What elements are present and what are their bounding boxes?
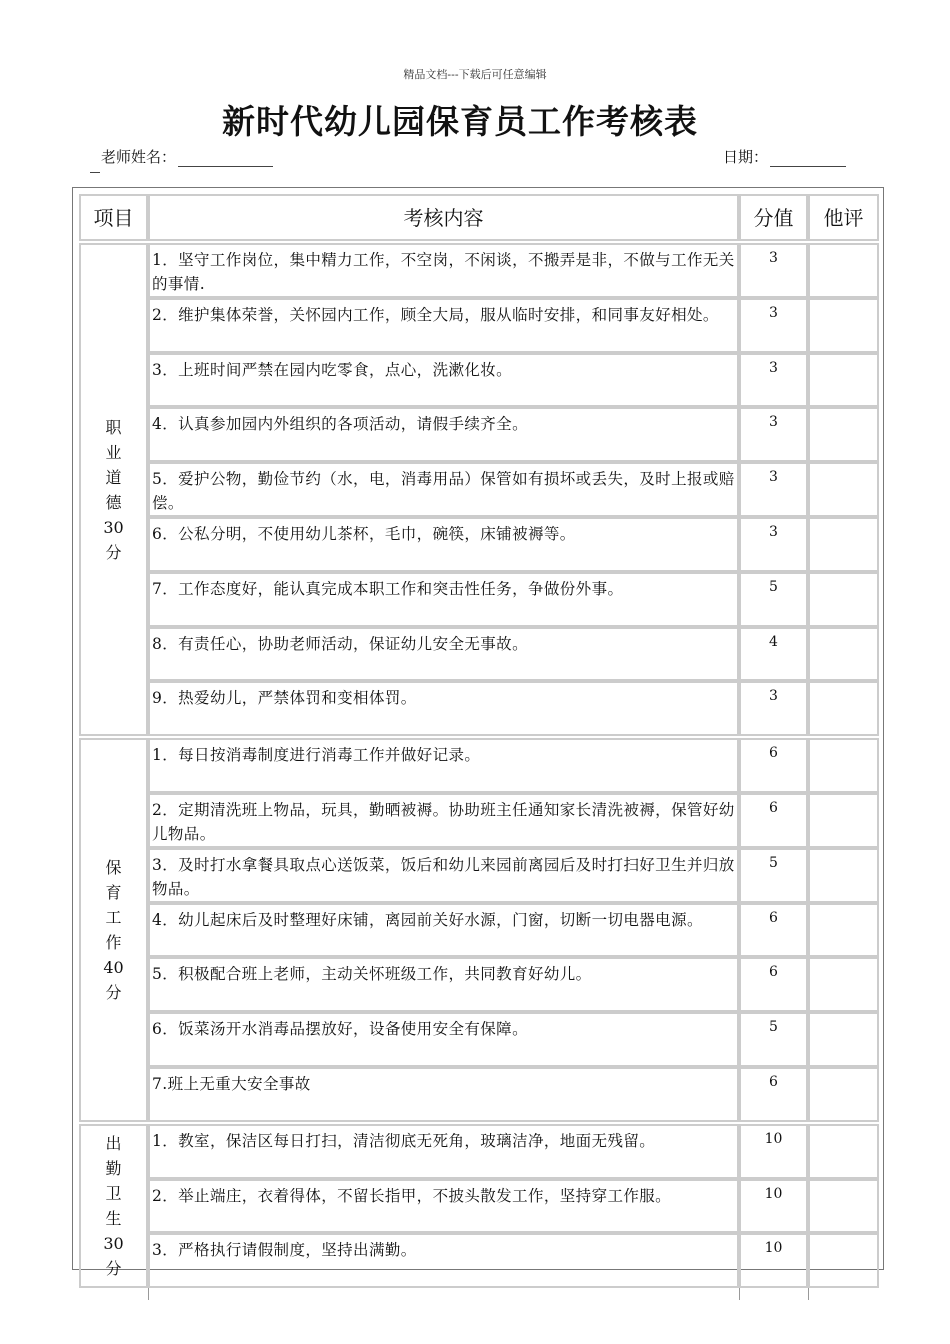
score-value: 3 [739,353,808,408]
peer-review-cell[interactable] [808,738,879,793]
header-score [739,194,808,241]
criterion-text: 3．上班时间严禁在园内吃零食，点心，洗漱化妆。 [148,353,739,408]
page-title: 新时代幼儿园保育员工作考核表 [222,102,698,141]
criterion-text: 2．举止端庄，衣着得体，不留长指甲，不披头散发工作，坚持穿工作服。 [148,1179,739,1234]
peer-review-cell[interactable] [808,407,879,462]
score-value: 3 [739,298,808,353]
peer-review-cell[interactable] [808,957,879,1012]
score-value: 3 [739,517,808,572]
peer-review-cell[interactable] [808,681,879,736]
score-value: 10 [739,1179,808,1234]
section-label: 保育工作40分 [103,857,124,1002]
criterion-text: 7．工作态度好，能认真完成本职工作和突击性任务，争做份外事。 [148,572,739,627]
score-value: 3 [739,681,808,736]
peer-review-cell[interactable] [808,353,879,408]
score-value: 5 [739,572,808,627]
score-value: 6 [739,793,808,848]
criterion-text: 1．每日按消毒制度进行消毒工作并做好记录。 [148,738,739,793]
header-content-label: 考核内容 [403,205,484,230]
score-value: 6 [739,1067,808,1122]
column-divider [148,1288,149,1300]
peer-review-cell[interactable] [808,462,879,517]
date-field [723,146,846,167]
section-label: 职业道德30分 [103,417,124,562]
criterion-text: 1．教室，保洁区每日打扫，清洁彻底无死角，玻璃洁净，地面无残留。 [148,1124,739,1179]
criterion-text: 4．幼儿起床后及时整理好床铺，离园前关好水源，门窗，切断一切电器电源。 [148,903,739,958]
score-value: 3 [739,407,808,462]
section-label-cell [79,243,148,736]
underline-continuation [90,172,100,173]
section-label-cell [79,1124,148,1288]
criterion-text: 2．定期清洗班上物品，玩具，勤晒被褥。协助班主任通知家长清洗被褥，保管好幼儿物品。 [148,793,739,848]
score-value: 3 [739,462,808,517]
peer-review-cell[interactable] [808,1179,879,1234]
column-divider [808,1288,809,1300]
criterion-text: 6．公私分明，不使用幼儿茶杯，毛巾，碗筷，床铺被褥等。 [148,517,739,572]
criterion-text: 1．坚守工作岗位，集中精力工作，不空岗，不闲谈，不搬弄是非，不做与工作无关的事情. [148,243,739,298]
header-item-label: 项目 [93,205,134,230]
criterion-text: 7.班上无重大安全事故 [148,1067,739,1122]
header-content [148,194,739,241]
criterion-text: 5．爱护公物，勤俭节约（水，电，消毒用品）保管如有损坏或丢失，及时上报或赔偿。 [148,462,739,517]
score-value: 5 [739,848,808,903]
peer-review-cell[interactable] [808,848,879,903]
teacher-name-blank[interactable] [178,150,273,167]
criterion-text: 2．维护集体荣誉，关怀园内工作，顾全大局，服从临时安排，和同事友好相处。 [148,298,739,353]
criterion-text: 8．有责任心，协助老师活动，保证幼儿安全无事故。 [148,627,739,682]
peer-review-cell[interactable] [808,793,879,848]
criterion-text: 3．及时打水拿餐具取点心送饭菜，饭后和幼儿来园前离园后及时打扫好卫生并归放物品。 [148,848,739,903]
date-label: 日期： [723,148,769,166]
score-value: 6 [739,903,808,958]
peer-review-cell[interactable] [808,1124,879,1179]
criterion-text: 9．热爱幼儿，严禁体罚和变相体罚。 [148,681,739,736]
teacher-name-label: 老师姓名： [101,148,177,166]
score-value: 6 [739,738,808,793]
teacher-name-field [101,146,273,167]
peer-review-cell[interactable] [808,627,879,682]
section-label: 出勤卫生30分 [103,1133,124,1278]
watermark-text: 精品文档---下载后可任意编辑 [403,68,547,81]
header-score-label: 分值 [753,205,794,230]
peer-review-cell[interactable] [808,243,879,298]
score-value: 5 [739,1012,808,1067]
peer-review-cell[interactable] [808,1233,879,1288]
criterion-text: 3．严格执行请假制度，坚持出满勤。 [148,1233,739,1288]
header-peer-review [808,194,879,241]
criterion-text: 6．饭菜汤开水消毒品摆放好，设备使用安全有保障。 [148,1012,739,1067]
score-value: 10 [739,1124,808,1179]
peer-review-cell[interactable] [808,903,879,958]
criterion-text: 5．积极配合班上老师，主动关怀班级工作，共同教育好幼儿。 [148,957,739,1012]
section-label-cell [79,738,148,1122]
score-value: 6 [739,957,808,1012]
score-value: 10 [739,1233,808,1288]
assessment-table [72,187,884,1278]
date-blank[interactable] [770,150,846,167]
header-item [79,194,148,241]
score-value: 4 [739,627,808,682]
peer-review-cell[interactable] [808,517,879,572]
peer-review-cell[interactable] [808,1067,879,1122]
peer-review-cell[interactable] [808,572,879,627]
column-divider [739,1288,740,1300]
criterion-text: 4．认真参加园内外组织的各项活动，请假手续齐全。 [148,407,739,462]
peer-review-cell[interactable] [808,1012,879,1067]
score-value: 3 [739,243,808,298]
peer-review-cell[interactable] [808,298,879,353]
header-peer-review-label: 他评 [823,205,864,230]
